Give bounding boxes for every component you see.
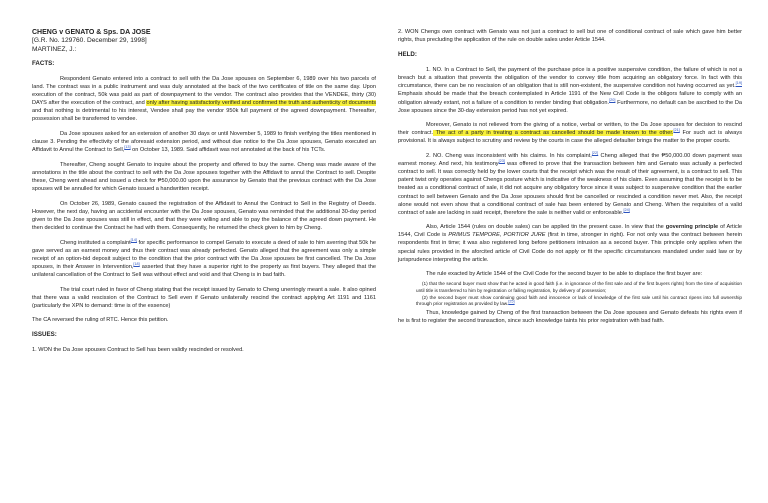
- issue-item: 2. WON Chengs own contract with Genato was not just a contract to sell but one of conditional contract of sale which gave him better rights, thus precluding the application of the rule on double sales under Article 1544.: [398, 29, 742, 44]
- facts-paragraph: On October 26, 1989, Genato caused the registration of the Affidavit to Annul the Contract to Sell in the Registry of Deeds. However, the next day, having an accidental encounter with the Da Jose spouses, Genato was reminded that the additional 30-day period given to the Da Jose spouses was still in effect, and that they were willing and able to pay the balance of the agreed down payment. He then decided to continue the Contract he had with them. Consequently, he returned the check given to him by Cheng.: [32, 200, 376, 231]
- facts-paragraph: Da Jose spouses asked for an extension of another 30 days or until November 5, 1989 to finish verifying the titles mentioned in clause 3. Pending the effectivity of the aforesaid extension period, and without due notice to the Da Jose spouses, Genato executed an Affidavit to Annul the Contract to Sell,[13] on October 13, 1989. Said affidavit was not annotated at the back of his TCTs.: [32, 131, 376, 154]
- issues-heading: ISSUES:: [32, 331, 57, 339]
- footnote-link[interactable]: [24]: [623, 207, 630, 212]
- footnote-link[interactable]: [23]: [498, 159, 505, 164]
- footnote-link[interactable]: [19]: [735, 81, 742, 86]
- footnote-link[interactable]: [14]: [130, 237, 137, 242]
- held-paragraph: 1. NO. In a Contract to Sell, the payment of the purchase price is a positive suspensive condition, the failure of which is not a breach but a situation that prevents the obligation of the vendor to convey title from acquiring an obligatory force. In fact with this circumstance, there can be no rescission of an obligation that is still non-existent, the suspensive condition not having occurred as yet.[19] Emphasis should be made that the breach contemplated in Article 1191 of the New Civil Code is the obligors failure to comply with an obligation already extant, not a failure of a condition to render binding that obligation.[20] Furthermore, no default can be ascribed to the Da Jose spouses since the 30-day extension period has not yet expired.: [398, 67, 742, 114]
- case-title: CHENG v GENATO & Sps. DA JOSE: [32, 29, 151, 36]
- facts-paragraph: Respondent Genato entered into a contract to sell with the Da Jose spouses on September 6, 1989 over his two parcels of land. The contract was in a public instrument and was duly annotated at the back of the two certificates of title on the same day. Upon execution of the contract, 50k was paid as part of downpayment to the vendor. The contract also provides that the VENDEE, thirty (30) DAYS after the execution of the contract, and only after having satisfactorily verified and confirmed the truth and authenticity of documents and that nothing is detrimental to his interest, Vendee shall pay the vendor 950k full payment of the agreed downpayment. Thereafter, possession shall be transferred to vendee.: [32, 76, 377, 123]
- block-quote: (2) the second buyer must show continuing good faith and innocence or lack of knowledge of the first sale until his contract ripens into full ownership through prior registration as provided by law.[25]: [416, 294, 742, 307]
- facts-paragraph: Cheng instituted a complaint[14] for specific performance to compel Genato to execute a deed of sale to him averring that 50k he gave served as an earnest money and thus their contract was already perfected. Genato alleged that the agreement was only a simple receipt of an option-bid deposit subject to the condition that the prior contract with the Da Jose spouses be first cancelled. The Da Jose spouses, in their Answer in Intervention,[18] asserted that they have a superior right to the property as first buyers. They alleged that the unilateral cancellation of the Contract to Sell was without effect and void and that Cheng is in bad faith.: [32, 237, 376, 278]
- footnote-link[interactable]: [22]: [591, 151, 599, 156]
- right-column: [398, 28, 742, 331]
- block-quote: (1) that the second buyer must show that he acted in good faith (i.e. in ignorance of the first sale and of the first buyers rights) from the time of acquisition until title is transferred to him by registration or failing registration, by delivery of possession;: [416, 281, 742, 293]
- held-paragraph: Moreover, Genato is not relieved from the giving of a notice, verbal or written, to the Da Jose spouses for decision to rescind their contract. The act of a party in treating a contract as cancelled should be made known to the other.[21] For such act is always provisional. It is always subject to scrutiny and review by the courts in case the alleged defaulter brings the matter to the proper courts.: [398, 122, 743, 145]
- highlighted-text: only after having satisfactorily verified and confirmed the truth and authenticity of documents: [146, 100, 377, 107]
- held-paragraph: The rule exacted by Article 1544 of the Civil Code for the second buyer to be able to displace the first buyer are:: [426, 271, 703, 278]
- highlighted-text: The act of a party in treating a contract as cancelled should be made known to the other.: [433, 130, 674, 137]
- footnote-link[interactable]: [21]: [673, 128, 680, 133]
- facts-paragraph: Thereafter, Cheng sought Genato to inquire about the property and offered to buy the same. Cheng was made aware of the annotations in the title about the contract to sell with the Da Jose spouses together with the Affidavit to annul the Contract to sell. Despite these, Cheng went ahead and issued a check for ₱50,000.00 upon the assurance by Genato that the previous contract with the Da Jose spouses will be annulled for which Genato issued a handwritten receipt.: [32, 161, 376, 193]
- held-paragraph: Thus, knowledge gained by Cheng of the first transaction between the Da Jose spouses and Genato defeats his rights even if he is first to register the second transaction, since such knowledge taints his prior registration with bad faith.: [398, 309, 742, 324]
- footnote-link[interactable]: [25]: [508, 299, 515, 304]
- footnote-link[interactable]: [13]: [124, 145, 131, 150]
- left-column: [32, 28, 376, 361]
- facts-heading: FACTS:: [32, 60, 55, 67]
- footnote-link[interactable]: [18]: [133, 262, 140, 267]
- facts-paragraph: The CA reversed the ruling of RTC. Hence this petition.: [32, 317, 169, 324]
- case-citation: [G.R. No. 129760. December 29, 1998]: [32, 37, 147, 44]
- held-heading: HELD:: [398, 51, 417, 59]
- issue-item: 1. WON the Da Jose spouses Contract to Sell has been validly rescinded or resolved.: [32, 347, 244, 354]
- ponente: MARTINEZ, J.:: [32, 45, 77, 53]
- footnote-link[interactable]: [20]: [609, 97, 616, 102]
- held-paragraph: Also, Article 1544 (rules on double sales) can be applied tin the present case. In view that the governing principle of Article 1544, Civil Code is PRIMUS TEMPORE, PORTIOR JURE (first in time, stronger in right). For not only was the contract between herein respondents first in time; it was also registered long before petitioners intrusion as a second buyer. This principle only applies when the special rules provided in the aforcited article of Civil Code do not apply or fit the specific circumstances mandated under said law or by jurisprudence interpreting the article.: [398, 224, 743, 263]
- held-paragraph: 2. NO. Cheng was inconsistent with his claims. In his complaint,[22] Cheng alleged that the ₱50,000.00 down payment was earnest money. And next, his testimony[23] was offered to prove that the transaction between him and Genato was actually a perfected contract to sell. It was correctly held by the lower courts that the receipt which was the result of their agreement, is a contract to sell. This patent twist only operates against Chengs posture which is indicative of the weakness of his claim. Even assuming that the receipt is to be treated as a conditional contract of sale, it did not acquire any obligatory force since it was subject to suspensive condition that the earlier contract to sell between Genato and the Da Jose spouses should first be cancelled or rescinded a condition never met. Also, the receipt alone would not even show that a conditional contract of sale has been entered by Genato and Cheng. When the requisites of a valid contract of sale are lacking in said receipt, therefore the sale is neither valid or enforceable.[24]: [398, 151, 742, 216]
- facts-paragraph: The trial court ruled in favor of Cheng stating that the receipt issued by Genato to Cheng unerringly meant a sale. It also opined that there was a valid rescission of the Contract to Sell even if Genato unilaterally rescind the contract applying Art 1191 and 1161 (particularly the XPN to demand: time is of the essence): [32, 286, 376, 309]
